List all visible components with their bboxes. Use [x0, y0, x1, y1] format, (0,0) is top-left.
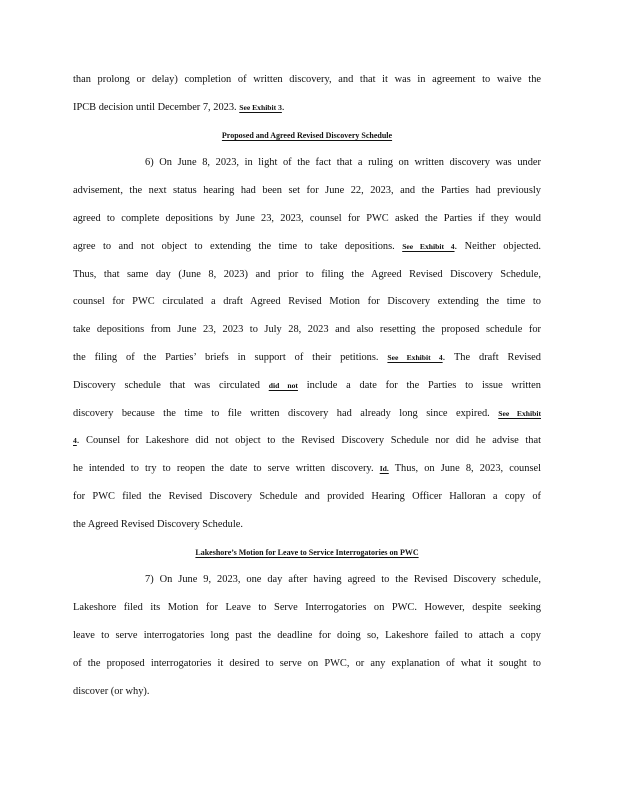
text-line: of the proposed interrogatories it desired to serve on PWC, or any explanation of what it sought to [73, 657, 541, 669]
text-line [73, 427, 541, 455]
text-line: discover (or why). [73, 685, 150, 697]
text-segment: . The draft Revised [442, 351, 541, 363]
text-line: leave to serve interrogatories long past the deadline for doing so, Lakeshore failed to attach a copy [73, 629, 541, 641]
text-line [73, 94, 541, 122]
exhibit-reference: See Exhibit 3 [239, 102, 282, 112]
text-segment: . Counsel for Lakeshore did not object to the Revised Discovery Schedule nor did he advise that [76, 435, 541, 447]
exhibit-reference: See Exhibit 4 [387, 352, 443, 362]
text-line: than prolong or delay) completion of written discovery, and that it was in agreement to waive the [73, 74, 541, 85]
text-line: 7) On June 9, 2023, one day after having agreed to the Revised Discovery schedule, [145, 574, 541, 586]
text-line: advisement, the next status hearing had been set for June 22, 2023, and the Parties had previously [73, 185, 541, 197]
exhibit-reference: 4 [73, 436, 77, 446]
text-segment: . Neither objected. [454, 240, 541, 252]
text-line: for PWC filed the Revised Discovery Schedule and provided Hearing Officer Halloran a copy of [73, 490, 541, 502]
text-segment: include a date for the Parties to issue written [306, 379, 541, 391]
document-page [73, 66, 541, 705]
text-line [73, 400, 541, 428]
section-heading [73, 539, 541, 567]
text-line [73, 233, 541, 261]
text-segment: . [281, 101, 285, 113]
text-line [73, 372, 541, 400]
section-heading-text: Proposed and Agreed Revised Discovery Schedule [221, 130, 393, 140]
text-line: 6) On June 8, 2023, in light of the fact that a ruling on written discovery was under [145, 157, 541, 169]
text-segment: IPCB decision until December 7, 2023. [73, 101, 237, 113]
text-line: the Agreed Revised Discovery Schedule. [73, 518, 243, 530]
text-segment: agree to and not object to extending the time to take depositions. [73, 240, 395, 252]
text-segment: he intended to try to reopen the date to serve written discovery. [73, 463, 374, 475]
section-heading-text: Lakeshore’s Motion for Leave to Service Interrogatories on PWC [195, 547, 419, 557]
text-line: Thus, that same day (June 8, 2023) and prior to filing the Agreed Revised Discovery Schedule, [73, 268, 541, 280]
text-segment: Thus, on June 8, 2023, counsel [394, 463, 541, 475]
text-line: take depositions from June 23, 2023 to July 28, 2023 and also resetting the proposed schedule for [73, 324, 541, 336]
text-line: Lakeshore filed its Motion for Leave to Serve Interrogatories on PWC. However, despite seeking [73, 602, 541, 614]
section-heading [73, 122, 541, 150]
text-segment: discovery because the time to file written discovery had already long since expired. [73, 407, 490, 419]
text-segment: Discovery schedule that was circulated [73, 379, 260, 391]
citation-reference: Id. [379, 464, 389, 474]
text-line [73, 344, 541, 372]
text-segment: the filing of the Parties’ briefs in support of their petitions. [73, 351, 379, 363]
emphasis-underline: did not [268, 380, 298, 390]
exhibit-reference: See Exhibit [498, 408, 541, 418]
text-line [73, 455, 541, 483]
exhibit-reference: See Exhibit 4 [402, 241, 455, 251]
text-line: counsel for PWC circulated a draft Agreed Revised Motion for Discovery extending the time to [73, 296, 541, 308]
text-line: agreed to complete depositions by June 23, 2023, counsel for PWC asked the Parties if they would [73, 212, 541, 224]
